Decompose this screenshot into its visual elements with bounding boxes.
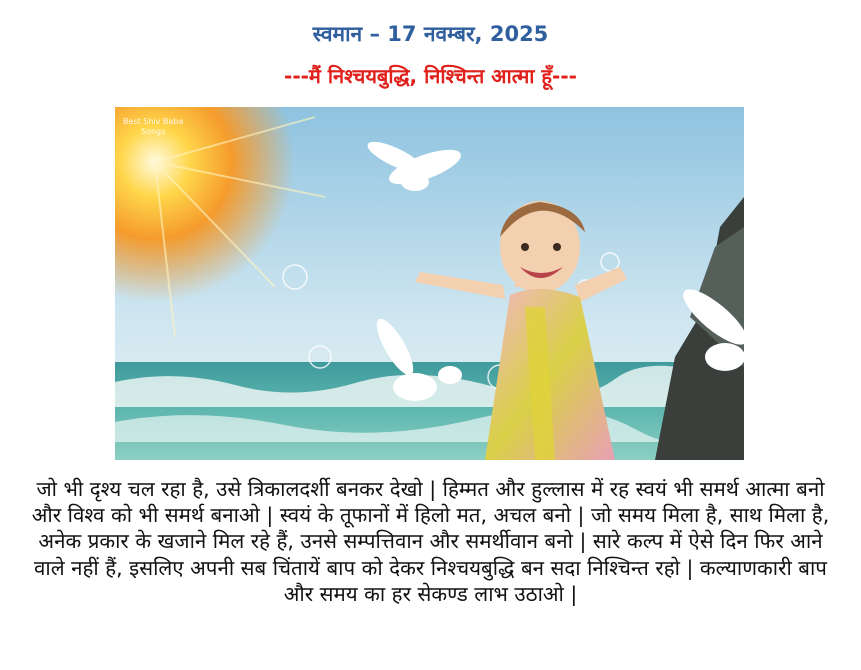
page-title: स्वमान – 17 नवम्बर, 2025 (312, 22, 549, 46)
swaman-paragraph: जो भी दृश्य चल रहा है, उसे त्रिकालदर्शी बनकर देखो | हिम्मत और हुल्लास में रह स्वयं भी समर्थ आत्मा बनो और विश्व को भी समर्थ बनाओ | स्वयं के तूफानों में हिलो मत, अचल बनो | जो समय मिला है, साथ मिला है, अनेक प्रकार के खजाने मिल रहे हैं, उनसे सम्पत्तिवान और समर्थीवान बनो | सारे कल्प में ऐसे दिन फिर आने वाले नहीं हैं, इसलिए अपनी सब चिंतायें बाप को देकर निश्चयबुद्धि बन सदा निश्चिन्त रहो | कल्याणकारी बाप और समय का हर सेकण्ड लाभ उठाओ | (31, 477, 830, 606)
image-watermark: Best Shiv Baba Songs (123, 117, 184, 136)
page-subtitle: ---मैं निश्चयबुद्धि, निश्चिन्त आत्मा हूँ--- (284, 64, 577, 88)
hero-image (115, 107, 744, 460)
